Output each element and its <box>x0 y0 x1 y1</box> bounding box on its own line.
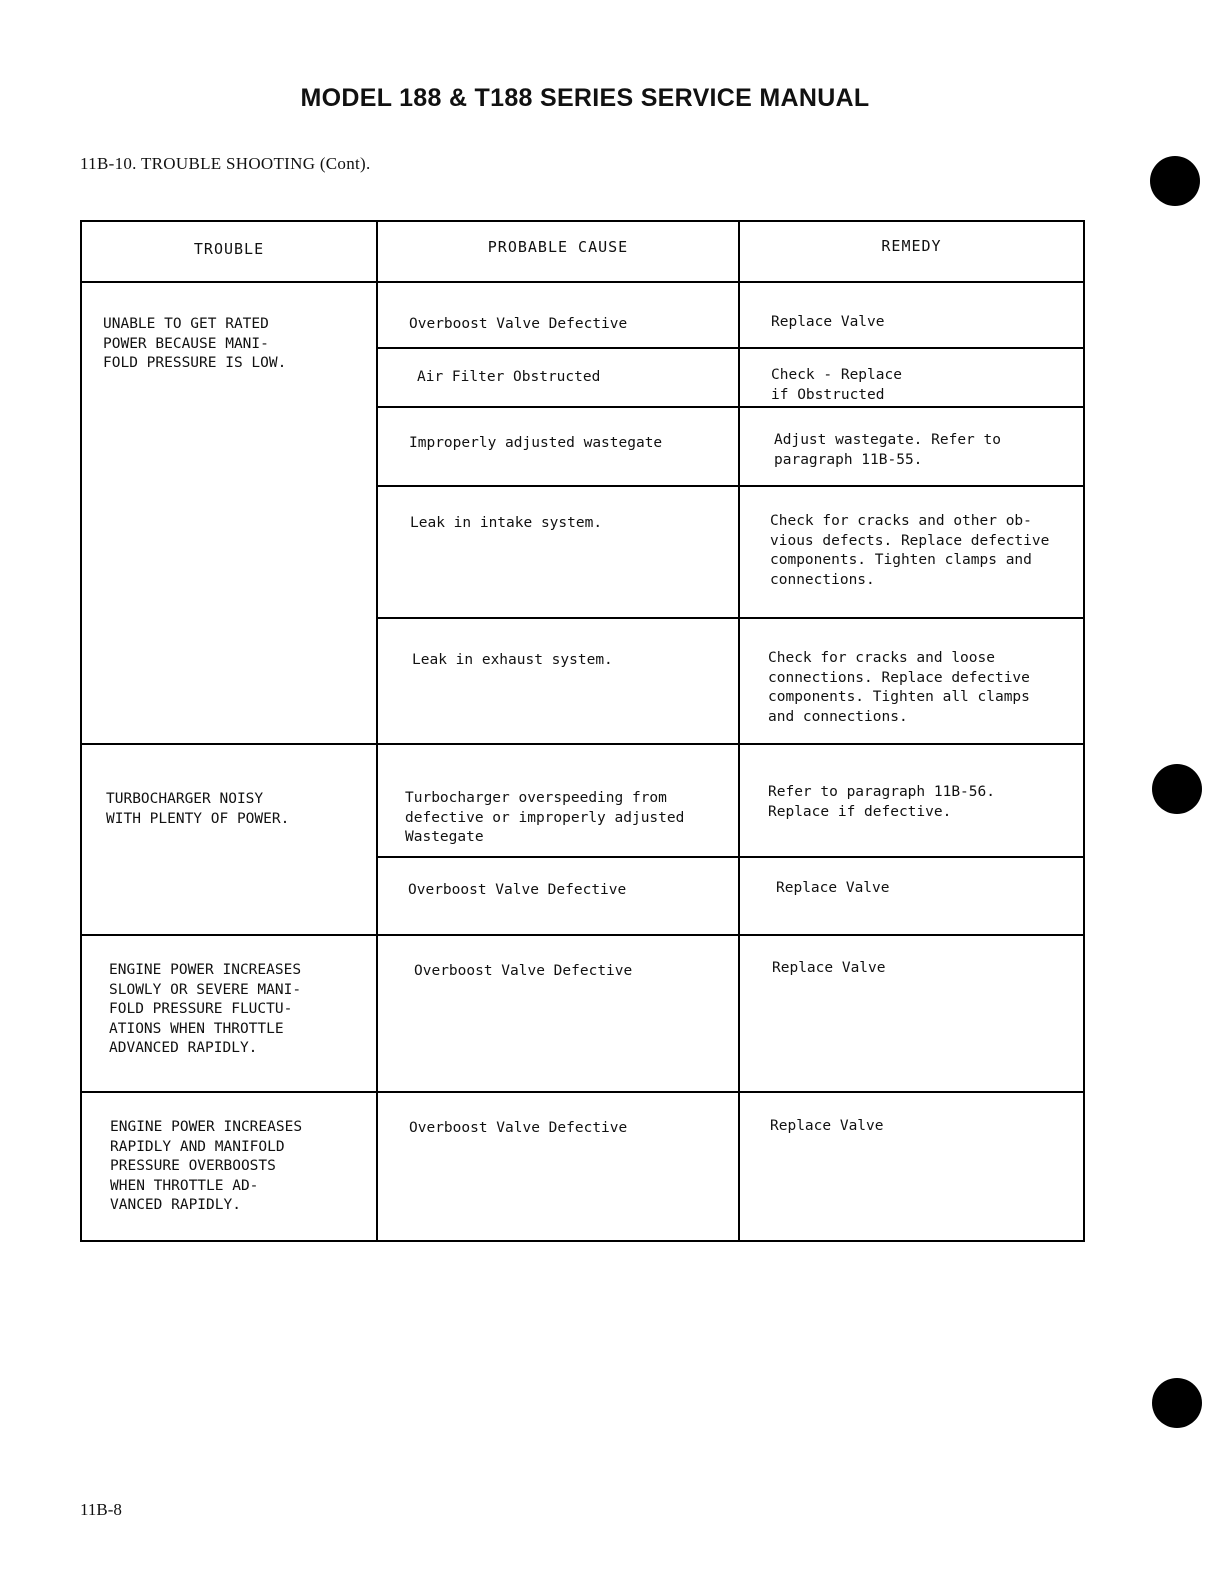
trouble-text: UNABLE TO GET RATED POWER BECAUSE MANI- FOLD PRESSURE IS LOW. <box>103 316 287 371</box>
row-divider <box>376 406 1085 408</box>
cause-text: Overboost Valve Defective <box>408 882 627 898</box>
row-divider <box>376 856 1085 858</box>
remedy-text: Replace Valve <box>772 960 886 976</box>
binder-hole-top <box>1150 156 1200 206</box>
page-title: MODEL 188 & T188 SERIES SERVICE MANUAL <box>300 84 870 112</box>
remedy-text: Check for cracks and other ob- vious defects. Replace defective components. Tighten clamps and connections. <box>770 513 1050 588</box>
trouble-shooting-table <box>80 220 1085 1242</box>
cause-text: Overboost Valve Defective <box>409 316 628 332</box>
header-remedy: REMEDY <box>881 237 942 255</box>
column-divider-2 <box>738 220 740 1242</box>
cause-text: Overboost Valve Defective <box>409 1120 628 1136</box>
cause-text: Turbocharger overspeeding from defective or improperly adjusted Wastegate <box>405 790 685 845</box>
table-border-right <box>1083 220 1085 1242</box>
group-divider-3 <box>80 1091 1085 1093</box>
remedy-text: Check - Replace if Obstructed <box>771 367 902 403</box>
row-divider <box>376 485 1085 487</box>
header-probable-cause: PROBABLE CAUSE <box>487 238 629 256</box>
table-border-left <box>80 220 82 1242</box>
table-border-bottom <box>80 1240 1085 1242</box>
remedy-text: Adjust wastegate. Refer to paragraph 11B-55. <box>774 432 1001 468</box>
binder-hole-bottom <box>1152 1378 1202 1428</box>
row-divider <box>376 347 1085 349</box>
table-border-top <box>80 220 1085 222</box>
remedy-text: Replace Valve <box>770 1118 884 1134</box>
cause-text: Overboost Valve Defective <box>414 963 633 979</box>
group-divider-2 <box>80 934 1085 936</box>
cause-text: Air Filter Obstructed <box>417 369 601 385</box>
remedy-text: Check for cracks and loose connections. Replace defective components. Tighten all clamps and connections. <box>768 650 1030 725</box>
trouble-text: TURBOCHARGER NOISY WITH PLENTY OF POWER. <box>106 791 290 827</box>
binder-hole-middle <box>1152 764 1202 814</box>
cause-text: Leak in exhaust system. <box>412 652 613 668</box>
cause-text: Improperly adjusted wastegate <box>409 435 663 451</box>
section-heading: 11B-10. TROUBLE SHOOTING (Cont). <box>80 154 371 173</box>
group-divider-1 <box>80 743 1085 745</box>
trouble-text: ENGINE POWER INCREASES RAPIDLY AND MANIFOLD PRESSURE OVERBOOSTS WHEN THROTTLE AD- VANCED RAPIDLY. <box>110 1119 303 1213</box>
header-divider <box>80 281 1085 283</box>
page-number: 11B-8 <box>80 1500 122 1519</box>
cause-text: Leak in intake system. <box>410 515 603 531</box>
column-divider-1 <box>376 220 378 1242</box>
trouble-text: ENGINE POWER INCREASES SLOWLY OR SEVERE MANI- FOLD PRESSURE FLUCTU- ATIONS WHEN THROTTLE ADVANCED RAPIDLY. <box>109 962 302 1056</box>
remedy-text: Replace Valve <box>771 314 885 330</box>
row-divider <box>376 617 1085 619</box>
header-trouble: TROUBLE <box>193 240 265 258</box>
remedy-text: Replace Valve <box>776 880 890 896</box>
remedy-text: Refer to paragraph 11B-56. Replace if defective. <box>768 784 995 820</box>
